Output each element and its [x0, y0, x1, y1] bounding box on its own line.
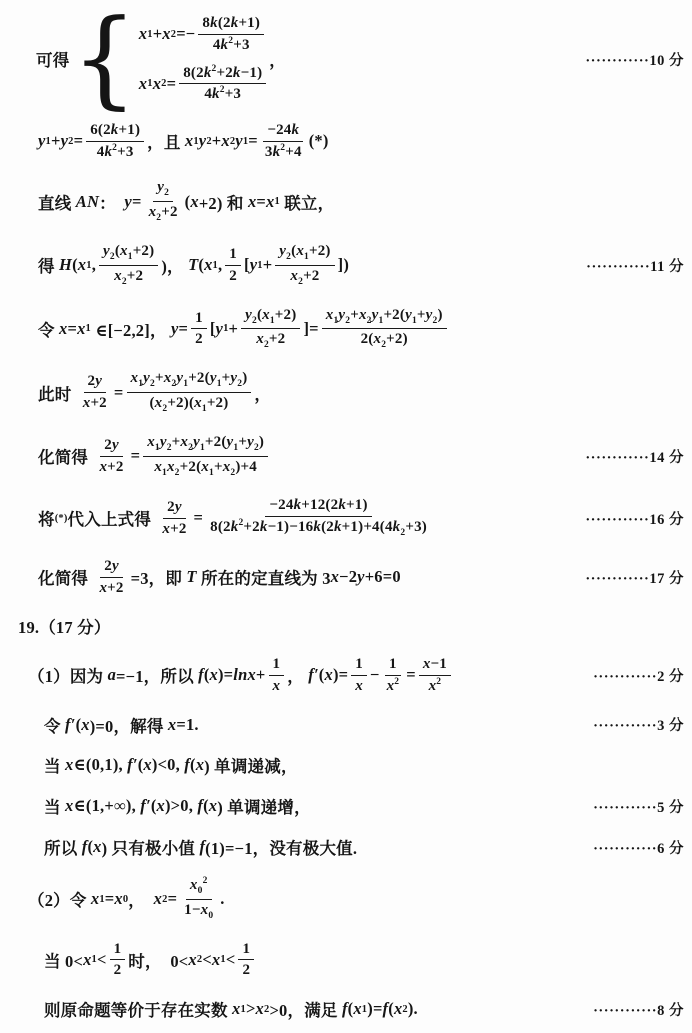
- fraction: [383, 655, 404, 696]
- formula: [38, 121, 329, 162]
- line-fixed-line: [0, 557, 684, 598]
- fraction: [180, 876, 217, 923]
- formula-text: 化简得: [38, 569, 93, 589]
- line-problem-19: [0, 614, 684, 638]
- line-substitute-star: [0, 496, 684, 540]
- formula: [44, 794, 311, 818]
- fraction-numerator: $y_2(x_1+2)$: [241, 306, 300, 330]
- fraction-numerator: $y_2(x_1+2)$: [99, 242, 158, 266]
- formula: [28, 876, 225, 923]
- fraction-numerator: 6(2k+1): [86, 121, 144, 142]
- fraction-numerator: 1: [269, 655, 285, 676]
- line-minimum: [0, 835, 684, 859]
- score-marker: ············2 分: [593, 668, 684, 685]
- formula-text: x 1 x 2 =: [138, 73, 177, 93]
- formula: [18, 614, 111, 638]
- formula: [38, 557, 401, 598]
- fraction: [127, 369, 252, 416]
- fraction-numerator: $x_1y_2+x_2y_1+2(y_1+y_2)$: [322, 306, 447, 330]
- fraction-numerator: 1: [110, 940, 126, 961]
- line-equivalent-statement: [0, 997, 684, 1021]
- fraction-denominator: $x_2+2$: [148, 204, 178, 224]
- fraction: [351, 655, 367, 696]
- fraction: [95, 557, 127, 598]
- fraction: [145, 178, 182, 225]
- formula-text: ，: [269, 51, 286, 70]
- fraction-numerator: $y_2(x_1+2)$: [275, 242, 334, 266]
- fraction-numerator: 2y: [100, 436, 123, 457]
- formula-text: 当 x ∈(1,+∞), f′ ( x )>0, f ( x ) 单调递增，: [44, 796, 311, 818]
- formula-text: ， f′ ( x )=: [287, 665, 349, 687]
- line-line-AN: [0, 178, 684, 225]
- fraction: [269, 655, 285, 696]
- line-solve-x-1: [0, 713, 684, 737]
- system-equation: [139, 14, 270, 55]
- formula-text: [ y 1 +: [244, 255, 273, 275]
- formula-text: )， T ( x 1 ,: [161, 255, 223, 277]
- formula: [44, 835, 357, 859]
- formula-text: 当 x ∈(0,1), f′ ( x )<0, f ( x ) 单调递减，: [44, 755, 298, 777]
- formula-text: 令 x = x 1 ∈[−2,2]， y =: [38, 318, 189, 340]
- score-marker: ············14 分: [585, 449, 684, 466]
- formula: [38, 496, 434, 540]
- formula: [38, 242, 349, 289]
- line-y-sum: [0, 121, 684, 162]
- fraction: [95, 436, 127, 477]
- fraction-numerator: −24k: [263, 121, 303, 142]
- fraction: [179, 64, 266, 105]
- formula: [38, 369, 271, 416]
- fraction-denominator: $x_2+2$: [256, 331, 286, 351]
- formula-text: ，且 x 1 y 2 + x 2 y 1 =: [147, 131, 258, 153]
- score-marker: ············11 分: [586, 258, 684, 275]
- fraction-numerator: 8k(2k+1): [198, 14, 264, 35]
- fraction-numerator: x−1: [419, 655, 451, 676]
- score-marker: ············8 分: [593, 1002, 684, 1019]
- line-decreasing: [0, 753, 684, 777]
- formula-text: （1）因为 a =−1，所以 f ( x )= ln x +: [28, 665, 266, 687]
- fraction-numerator: 2y: [100, 557, 123, 578]
- line-H-T-points: [0, 242, 684, 289]
- formula-text: 得 H ( x 1 ,: [38, 255, 97, 277]
- fraction-numerator: 1: [225, 245, 241, 266]
- score-marker: ············17 分: [585, 570, 684, 587]
- fraction-numerator: $x_1y_2+x_2y_1+2(y_1+y_2)$: [143, 433, 268, 457]
- formula-text: 将 (*) 代入上式得: [38, 510, 156, 530]
- fraction: [143, 433, 268, 480]
- fraction-denominator: $4k^2+3$: [96, 142, 134, 160]
- fraction: [225, 245, 241, 286]
- formula-text: ，: [254, 384, 272, 404]
- formula: [38, 306, 450, 353]
- fraction-denominator: x: [272, 677, 281, 694]
- formula-text: [ y 1 +: [209, 318, 239, 338]
- formula-text: 化简得: [38, 448, 93, 468]
- line-interval-half: [0, 940, 684, 981]
- fraction: [86, 121, 144, 162]
- formula-text: =: [130, 446, 141, 466]
- fraction-numerator: 1: [238, 940, 254, 961]
- fraction-denominator: $x_2+2$: [290, 267, 320, 287]
- formula-text: =3，即 T 所在的定直线为 3 x −2 y +6=0: [130, 567, 401, 589]
- formula: [38, 178, 334, 225]
- formula-text: =: [406, 665, 416, 685]
- formula-text: −: [369, 665, 380, 685]
- fraction-numerator: 2y: [84, 372, 107, 393]
- formula-text: 直线 AN ： y =: [38, 191, 142, 213]
- fraction-numerator: $y_2$: [153, 178, 173, 202]
- fraction-denominator: x: [355, 677, 363, 694]
- formula: [44, 997, 418, 1021]
- fraction-numerator: 1: [191, 309, 207, 330]
- fraction-denominator: $3k^2+4$: [264, 142, 302, 160]
- fraction: [241, 306, 300, 353]
- fraction-denominator: x+2: [82, 395, 107, 411]
- line-increasing: [0, 794, 684, 818]
- formula-text: 可得: [36, 51, 70, 70]
- fraction-denominator: 2: [113, 962, 122, 979]
- fraction-denominator: $x_2+2$: [114, 267, 144, 287]
- fraction-denominator: $1-x_0$: [184, 901, 214, 921]
- fraction: [99, 242, 158, 289]
- fraction-denominator: $(x_2+2)(x_1+2)$: [149, 395, 229, 414]
- fraction-denominator: x+2: [99, 458, 124, 475]
- fraction: [191, 309, 207, 350]
- formula-text: 当 0< x 1 <: [44, 949, 107, 971]
- fraction: [198, 14, 264, 55]
- fraction-denominator: $x_1x_2+2(x_1+x_2)+4$: [154, 458, 257, 478]
- formula-text: ]=: [303, 318, 319, 338]
- formula-text: y 1 + y 2 =: [38, 131, 84, 151]
- equation-system: [69, 0, 269, 121]
- formula: [36, 0, 286, 121]
- score-marker: ············16 分: [585, 511, 684, 528]
- line-19-part2-let: [0, 876, 684, 923]
- fraction-denominator: $4k^2+3$: [212, 35, 250, 53]
- formula-text: 则原命题等价于存在实数 x 1 > x 2 >0，满足 f ( x 1 )= f ( x 2 ).: [44, 999, 418, 1020]
- formula-text: (*): [308, 131, 329, 151]
- fraction: [322, 306, 447, 353]
- formula: [44, 713, 199, 737]
- line-system-roots: [0, 0, 684, 121]
- fraction: [275, 242, 334, 289]
- score-marker: ············6 分: [593, 840, 684, 857]
- fraction: [206, 496, 431, 540]
- left-brace: {: [71, 0, 138, 121]
- formula: [44, 940, 257, 981]
- formula-text: 令 f′ ( x )=0，解得 x =1.: [44, 714, 199, 736]
- fraction-denominator: $x^2$: [428, 676, 442, 694]
- fraction-numerator: $x_0^2$: [186, 876, 212, 900]
- fraction-numerator: $x_1y_2+x_2y_1+2(y_1+y_2)$: [127, 369, 252, 393]
- fraction-numerator: 1: [351, 655, 367, 676]
- score-marker: ············10 分: [585, 52, 684, 69]
- fraction: [238, 940, 254, 981]
- line-simplify-1: [0, 433, 684, 480]
- formula-text: 19.（17 分）: [18, 618, 111, 638]
- fraction-denominator: $4k^2+3$: [204, 85, 242, 103]
- fraction: [261, 121, 306, 162]
- fraction-denominator: $8(2k^2+2k-1)-16k(2k+1)+4(4k_2+3)$: [210, 518, 427, 539]
- formula-text: .: [220, 889, 225, 909]
- line-at-this-time: [0, 369, 684, 416]
- formula-text: 时， 0< x 2 < x 1 <: [128, 949, 236, 971]
- formula-text: =: [113, 382, 124, 402]
- fraction-denominator: x+2: [99, 579, 124, 596]
- fraction: [158, 498, 190, 539]
- formula-text: ]): [337, 255, 350, 275]
- fraction-denominator: $2(x_2+2)$: [360, 331, 408, 351]
- line-let-x: [0, 306, 684, 353]
- fraction: [419, 655, 451, 696]
- fraction-numerator: 1: [385, 655, 401, 676]
- line-19-part1-derivative: [0, 655, 684, 696]
- formula-text: =: [193, 508, 204, 528]
- formula: [28, 655, 454, 696]
- score-marker: ············3 分: [593, 718, 684, 734]
- fraction-numerator: $8(2k^2+2k-1)$: [179, 64, 266, 85]
- fraction: [79, 372, 111, 413]
- fraction-denominator: 2: [242, 962, 251, 979]
- formula: [44, 753, 298, 777]
- fraction-numerator: −24k+12(2k+1): [265, 496, 371, 517]
- fraction-denominator: $x^2$: [386, 676, 400, 694]
- fraction-denominator: 2: [195, 331, 203, 348]
- formula-text: 所以 f ( x ) 只有极小值 f (1)=−1，没有极大值.: [44, 837, 358, 859]
- formula-text: ( x +2) 和 x = x 1 联立，: [184, 191, 335, 213]
- formula-text: 此时: [38, 384, 76, 404]
- formula-text: （2）令 x 1 = x 0 ， x 2 =: [28, 889, 178, 911]
- fraction-numerator: 2y: [163, 498, 186, 519]
- formula-text: x 1 + x 2 =−: [138, 24, 196, 44]
- fraction: [110, 940, 126, 981]
- system-equation: [139, 64, 270, 105]
- formula: [38, 433, 271, 480]
- fraction-denominator: 2: [229, 267, 237, 284]
- score-marker: ············5 分: [593, 799, 684, 816]
- fraction-denominator: x+2: [162, 520, 187, 537]
